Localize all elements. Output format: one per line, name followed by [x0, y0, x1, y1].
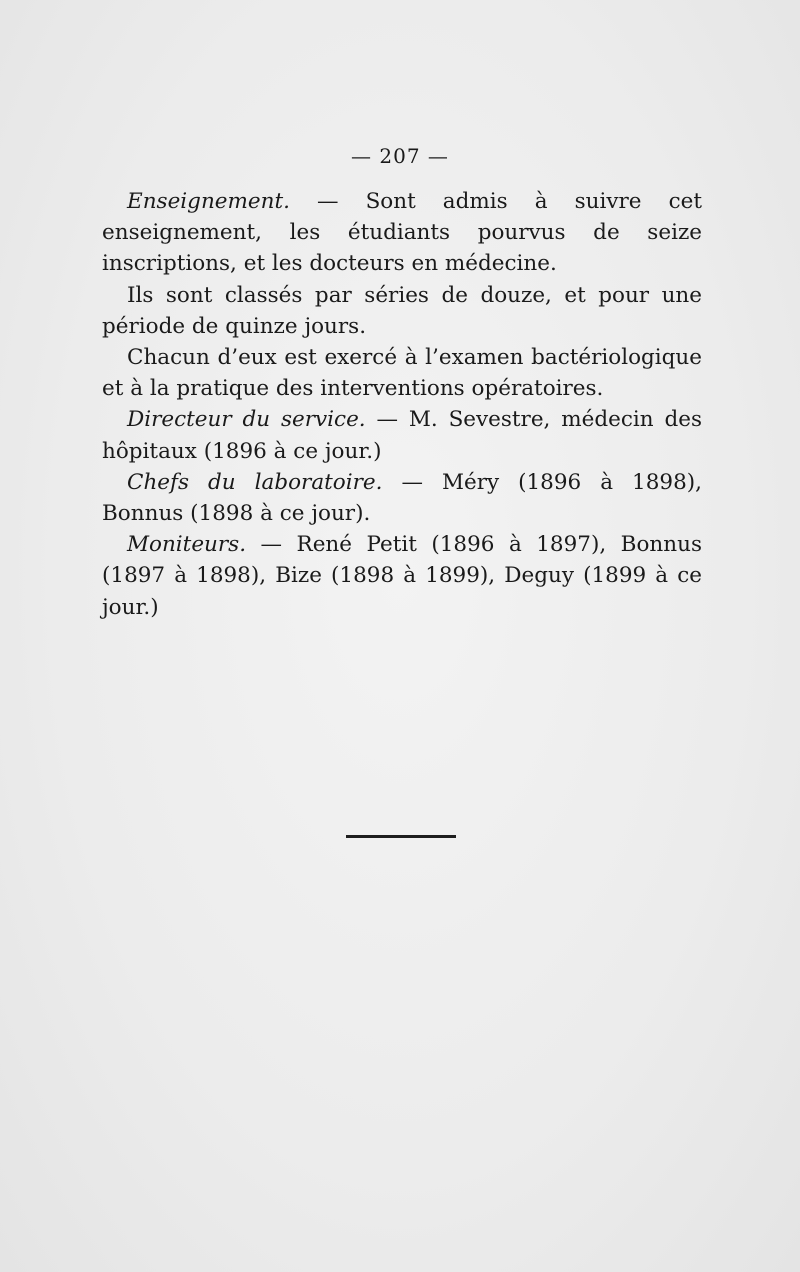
paragraph-directeur — [102, 404, 702, 466]
section-end-rule — [346, 835, 456, 838]
paragraph-text: — Méry (1896 à 1898), Bonnus (1898 à ce jour). — [102, 469, 702, 527]
paragraph-label: Enseignement. — [127, 189, 290, 214]
paragraph-series — [102, 280, 702, 342]
body-text — [102, 186, 702, 623]
paragraph-text: — René Petit (1896 à 1897), Bonnus (1897 à 1898), Bize (1898 à 1899), Deguy (1899 à ce jour.) — [102, 532, 702, 620]
paragraph-enseignement — [102, 186, 702, 280]
paragraph-label: Chefs du laboratoire. — [127, 469, 383, 495]
paragraph-text: Ils sont classés par séries de douze, et pour une période de quinze jours. — [102, 282, 702, 339]
page-number: — 207 — — [351, 144, 449, 168]
paragraph-exercise — [102, 342, 702, 404]
paragraph-moniteurs — [102, 529, 702, 623]
paragraph-label: Directeur du service. — [127, 407, 366, 433]
paragraph-label: Moniteurs. — [127, 532, 247, 558]
paragraph-chefs — [102, 467, 702, 529]
paragraph-text: — Sont admis à suivre cet enseignement, les étudiants pourvus de seize inscriptions, et les docteurs en médecine. — [102, 189, 702, 277]
paragraph-text: — M. Sevestre, médecin des hôpitaux (1896 à ce jour.) — [102, 407, 702, 464]
paragraph-text: Chacun d’eux est exercé à l’examen bactériologique et à la pratique des interventions opératoires. — [102, 345, 702, 402]
